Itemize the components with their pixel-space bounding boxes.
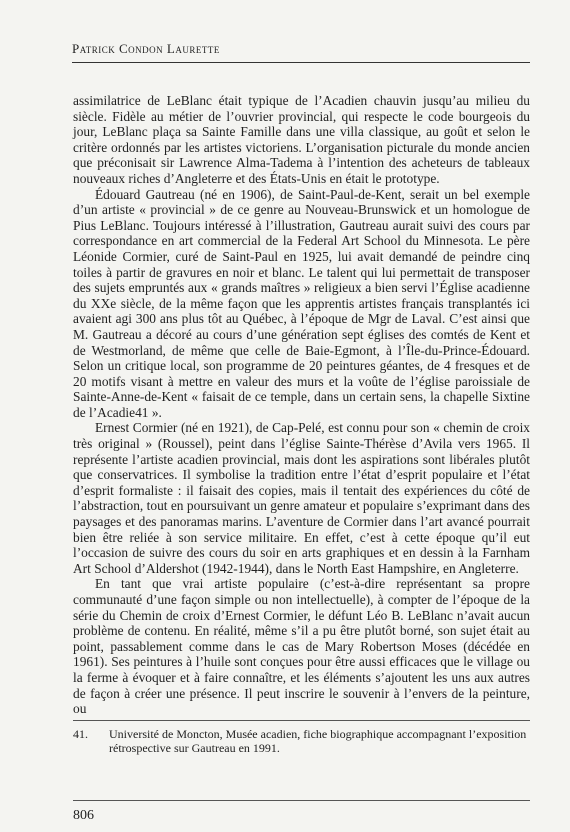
paragraph-4: En tant que vrai artiste populaire (c’est-à-dire représentant sa propre communauté d’une façon simple ou non intellectuelle), à compter de l’époque de la série du Chemin de croix d’Ernest Cormier, le défunt Léo B. LeBlanc n’avait aucun problème de contenu. En réalité, même s’il a pu être plutôt borné, son sujet était au point, passablement comme dans le cas de Mary Robertson Moses (décédée en 1961). Ses peintures à l’huile sont conçues pour être aussi efficaces que le village ou la ferme à évoquer et à faire connaître, et les éléments s’ajoutent les uns aux autres de façon à créer une présence. Il peut inscrire le souvenir à l’envers de la peinture, ou [73, 576, 530, 717]
footnote-number: 41. [73, 727, 88, 741]
header-rule [72, 62, 530, 63]
page-number: 806 [73, 808, 94, 823]
body-text [73, 93, 530, 717]
footnote [73, 727, 530, 755]
paragraph-3: Ernest Cormier (né en 1921), de Cap-Pelé, est connu pour son « chemin de croix très original » (Roussel), peint dans l’église Sainte-Thérèse d’Avila vers 1965. Il représente l’artiste acadien provincial, mais dont les aspirations sont libérales plutôt que conservatrices. Il symbolise la tradition entre l’état d’esprit populaire et l’état d’esprit formaliste : il faisait des copies, mais il tentait des expériences du côté de l’abstraction, tout en poursuivant un genre amateur et populaire s’exprimant dans des paysages et des panoramas marins. L’aventure de Cormier dans l’art avancé pourrait bien être reliée à son service militaire. En effet, c’est à cette époque qu’il eut l’occasion de suivre des cours du soir en arts graphiques et en dessin à la Farnham Art School d’Aldershot (1942-1944), dans le North East Hampshire, en Angleterre. [73, 420, 530, 576]
bottom-rule [73, 800, 530, 801]
footnote-text: Université de Moncton, Musée acadien, fiche biographique accompagnant l’exposition rétrospective sur Gautreau en 1991. [109, 727, 527, 755]
running-header [72, 40, 530, 64]
paragraph-2: Édouard Gautreau (né en 1906), de Saint-Paul-de-Kent, serait un bel exemple d’un artiste « provincial » de ce genre au Nouveau-Brunswick et un homologue de Pius LeBlanc. Toujours intéressé à l’illustration, Gautreau aurait suivi des cours par correspondance en art commercial de la Federal Art School du Minnesota. Le père Léonide Cormier, curé de Saint-Paul en 1925, lui avait demandé de peindre cinq toiles à partir de gravures en noir et blanc. Le talent qui lui permettait de transposer des sujets empruntés aux « grands maîtres » religieux a bien servi l’Église acadienne du XXe siècle, de la même façon que les apprentis artistes français transplantés ici avaient agi 300 ans plus tôt au Québec, à l’époque de Mgr de Laval. C’est ainsi que M. Gautreau a décoré au cours d’une génération sept églises des comtés de Kent et de Westmorland, de même que celle de Baie-Egmont, à l’Île-du-Prince-Édouard. Selon un critique local, son programme de 20 peintures géantes, de 4 fresques et de 20 motifs visant à mettre en valeur des murs et la voûte de l’église paroissiale de Sainte-Anne-de-Kent « faisait de ce temple, dans un certain sens, la chapelle Sixtine de l’Acadie41 ». [73, 186, 530, 420]
paragraph-1: assimilatrice de LeBlanc était typique de l’Acadien chauvin jusqu’au milieu du siècle. Fidèle au métier de l’ouvrier provincial, qui respecte le code bourgeois du jour, LeBlanc plaça sa Sainte Famille dans une villa classique, au goût et selon le critère ordonnés par les artistes victoriens. L’organisation picturale du monde ancien que préconisait sir Lawrence Alma-Tadema à l’intention des acheteurs de tableaux nouveaux riches d’Angleterre et des États-Unis en était le prototype. [73, 93, 530, 186]
footnote-rule [73, 720, 530, 721]
running-title: Patrick Condon Laurette [72, 41, 220, 56]
